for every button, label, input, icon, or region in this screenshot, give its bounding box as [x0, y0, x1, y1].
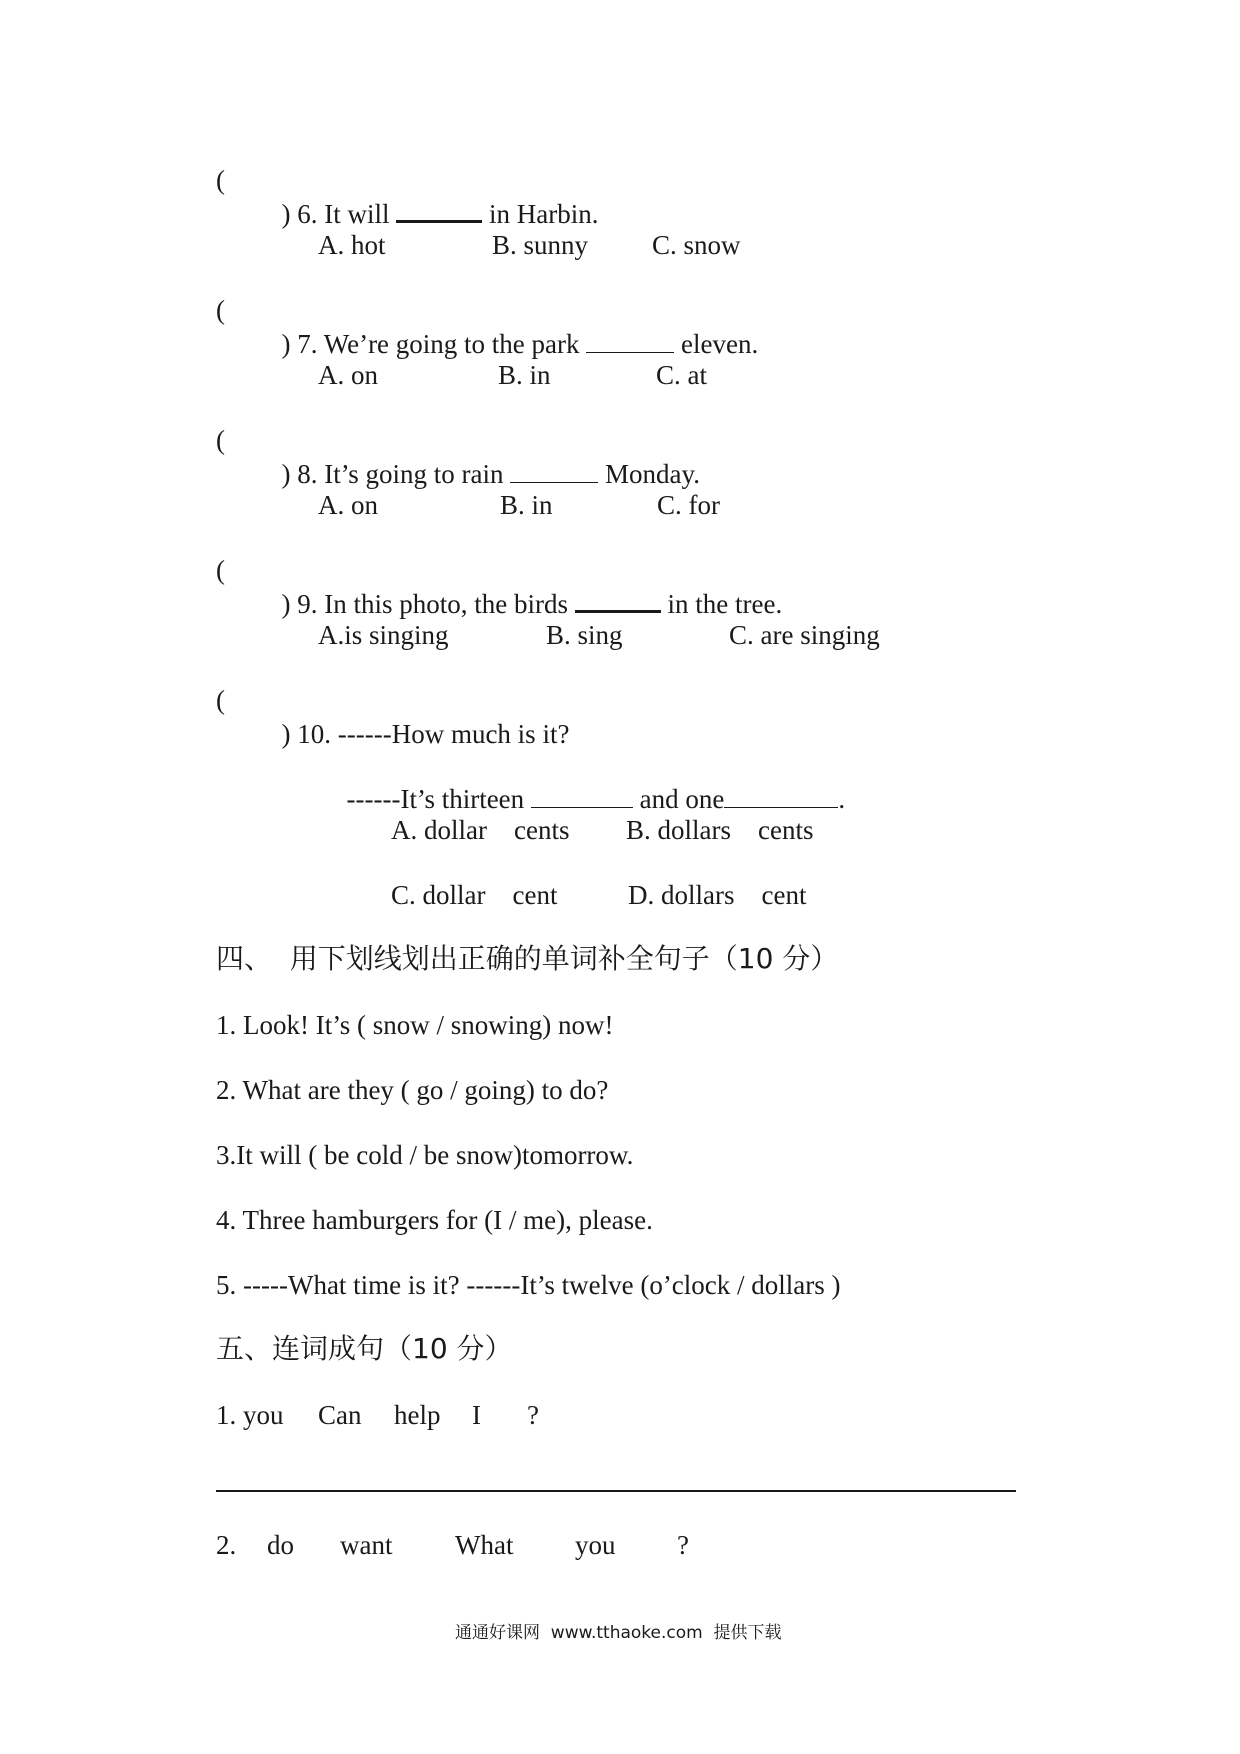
section-5-item-1-word: Can [318, 1400, 362, 1430]
question-8-close-bracket: ) [281, 459, 291, 489]
question-7-blank [586, 330, 674, 353]
section-4-heading: 四、 用下划线划出正确的单词补全句子（10 分） [216, 942, 839, 975]
question-10-option-c: C. dollar cent [391, 880, 558, 910]
question-8-option-b: B. in [500, 490, 553, 520]
question-7-option-a: A. on [318, 360, 378, 390]
question-10-prompt: ------How much is it? [337, 719, 570, 749]
question-6-close-bracket: ) [281, 199, 291, 229]
section-4-item-4: 4. Three hamburgers for (I / me), please. [216, 1205, 653, 1235]
question-7-option-b: B. in [498, 360, 551, 390]
question-8-stem: It’s going to rain [324, 459, 504, 489]
section-4-item-2: 2. What are they ( go / going) to do? [216, 1075, 609, 1105]
question-9 [268, 553, 782, 621]
question-10-blank-1 [531, 785, 633, 808]
section-4-item-5: 5. -----What time is it? ------It’s twelve (o’clock / dollars ) [216, 1270, 841, 1300]
question-10-close-bracket: ) [281, 719, 291, 749]
question-7-stem-end: eleven. [681, 329, 759, 359]
section-5-item-2-word: What [455, 1530, 514, 1560]
section-5-item-2-number: 2. [216, 1530, 237, 1560]
question-9-stem-end: in the tree. [667, 589, 783, 619]
section-4-item-3: 3.It will ( be cold / be snow)tomorrow. [216, 1140, 634, 1170]
question-7-number: 7. [297, 329, 318, 359]
page-footer: 通通好课网 www.tthaoke.com 提供下载 [455, 1623, 782, 1643]
question-9-number: 9. [297, 589, 318, 619]
question-10 [268, 683, 569, 751]
question-7-option-c: C. at [656, 360, 707, 390]
question-10-option-b: B. dollars cents [626, 815, 814, 845]
question-10-number: 10. [297, 719, 331, 749]
section-5-heading: 五、连词成句（10 分） [216, 1332, 513, 1365]
question-9-close-bracket: ) [281, 589, 291, 619]
answer-bracket-8: ( [216, 425, 225, 455]
section-5-item-2-word: you [575, 1530, 616, 1560]
question-9-stem: In this photo, the birds [324, 589, 568, 619]
section-5-item-1-number: 1. you [216, 1400, 284, 1430]
question-8-option-a: A. on [318, 490, 378, 520]
question-8-number: 8. [297, 459, 318, 489]
question-6-stem-end: in Harbin. [489, 199, 599, 229]
section-5-item-2-word: do [267, 1530, 294, 1560]
section-5-item-1-word: I [472, 1400, 481, 1430]
section-5-item-1-answer-line[interactable] [216, 1490, 1016, 1492]
question-10-response-end: . [838, 784, 846, 814]
section-5-item-1-word: help [394, 1400, 441, 1430]
question-8-option-c: C. for [657, 490, 720, 520]
question-10-option-d: D. dollars cent [628, 880, 807, 910]
question-6-number: 6. [297, 199, 318, 229]
question-6-blank [396, 198, 482, 223]
question-6-option-b: B. sunny [492, 230, 589, 260]
question-9-option-a: A.is singing [318, 620, 449, 650]
question-7-close-bracket: ) [281, 329, 291, 359]
question-10-response-start: ------It’s thirteen [346, 784, 525, 814]
question-6-option-c: C. snow [652, 230, 741, 260]
section-5-item-2-word: want [340, 1530, 393, 1560]
question-6-stem: It will [324, 199, 390, 229]
question-8 [268, 423, 700, 491]
question-8-blank [510, 460, 598, 483]
section-5-item-1-word: ? [527, 1400, 539, 1430]
answer-bracket-9: ( [216, 555, 225, 585]
answer-bracket-10: ( [216, 685, 225, 715]
question-9-option-c: C. are singing [729, 620, 880, 650]
question-7 [268, 293, 758, 361]
question-6-option-a: A. hot [318, 230, 386, 260]
question-6 [268, 163, 598, 231]
question-10-response [333, 748, 845, 816]
question-7-stem: We’re going to the park [323, 329, 580, 359]
question-9-blank [575, 588, 661, 613]
answer-bracket-6: ( [216, 165, 225, 195]
question-9-option-b: B. sing [546, 620, 623, 650]
section-5-item-2-word: ? [677, 1530, 689, 1560]
section-4-item-1: 1. Look! It’s ( snow / snowing) now! [216, 1010, 614, 1040]
answer-bracket-7: ( [216, 295, 225, 325]
question-10-option-a: A. dollar cents [391, 815, 570, 845]
question-10-response-mid: and one [639, 784, 725, 814]
question-8-stem-end: Monday. [604, 459, 700, 489]
question-10-blank-2 [724, 785, 838, 808]
